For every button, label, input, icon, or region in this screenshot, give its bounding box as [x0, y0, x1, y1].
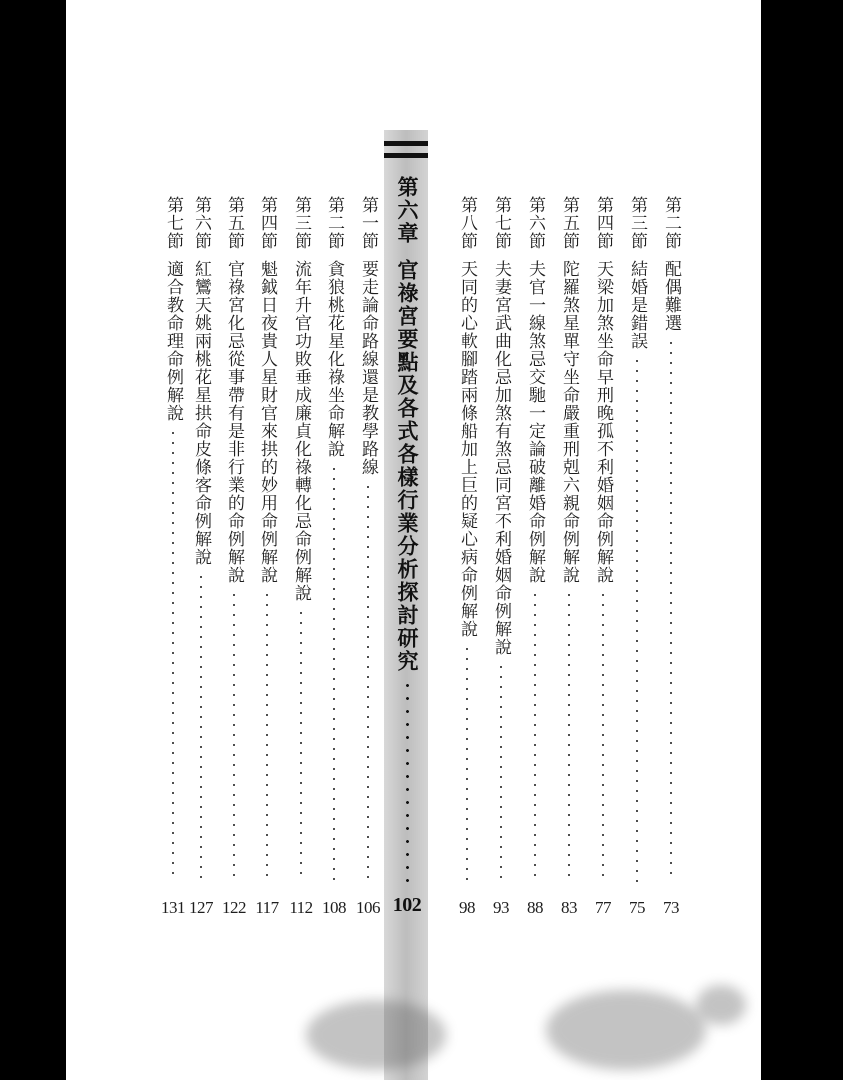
entry-title: 夫官一線煞忌交馳一定論破離婚命例解說: [525, 260, 545, 584]
toc-entry: [162, 196, 184, 882]
entry-section-number: 第七節: [491, 196, 511, 250]
toc-entry: [524, 196, 546, 882]
entry-title: 紅鸞天姚兩桃花星拱命皮條客命例解說: [191, 260, 211, 566]
toc-entry: [456, 196, 478, 882]
entry-page-number: 112: [289, 898, 313, 917]
entry-title: 適合教命理命例解說: [163, 260, 183, 422]
chapter-rule-bottom: [384, 153, 428, 158]
entry-title: 官祿宮化忌從事帶有是非行業的命例解說: [224, 260, 244, 584]
entry-title: 魁鉞日夜貴人星財官來拱的妙用命例解說: [257, 260, 277, 584]
entry-page-number: 117: [255, 898, 279, 917]
scan-smudge: [696, 985, 746, 1025]
toc-entry: [558, 196, 580, 882]
chapter-page-number: 102: [392, 894, 422, 916]
entry-title: 天梁加煞坐命早刑晚孤不利婚姻命例解說: [593, 260, 613, 584]
scan-smudge: [306, 1000, 446, 1070]
leader-dots: [466, 644, 468, 882]
entry-title: 流年升官功敗垂成廉貞化祿轉化忌命例解說: [291, 260, 311, 602]
leader-dots: [670, 338, 672, 882]
leader-dots: [568, 590, 570, 882]
entry-page-number: 83: [561, 898, 577, 917]
toc-entry: [357, 196, 379, 882]
leader-dots: [266, 590, 268, 882]
entry-section-number: 第四節: [257, 196, 277, 250]
entry-section-number: 第五節: [224, 196, 244, 250]
entry-section-number: 第八節: [457, 196, 477, 250]
entry-section-number: 第七節: [163, 196, 183, 250]
toc-entry: [256, 196, 278, 882]
leader-dots: [500, 662, 502, 882]
entry-page-number: 122: [222, 898, 246, 917]
entry-section-number: 第二節: [661, 196, 681, 250]
chapter-heading: [394, 176, 420, 882]
leader-dots: [300, 608, 302, 882]
chapter-title: 官祿宮要點及各式各樣行業分析探討研究: [395, 259, 420, 673]
book-page: [66, 0, 761, 1080]
entry-page-number: 75: [629, 898, 645, 917]
entry-title: 貪狼桃花星化祿坐命解說: [324, 260, 344, 458]
entry-title: 天同的心軟腳踏兩條船加上巨的疑心病命例解說: [457, 260, 477, 638]
leader-dots: [200, 572, 202, 882]
entry-title: 要走論命路線還是教學路線: [358, 260, 378, 476]
leader-dots: [367, 482, 369, 882]
leader-dots: [534, 590, 536, 882]
entry-section-number: 第六節: [191, 196, 211, 250]
entry-title: 陀羅煞星單守坐命嚴重刑剋六親命例解說: [559, 260, 579, 584]
entry-page-number: 88: [527, 898, 543, 917]
toc-entry: [660, 196, 682, 882]
entry-page-number: 131: [161, 898, 185, 917]
toc-entry: [626, 196, 648, 882]
chapter-leader-dots: [406, 679, 409, 882]
leader-dots: [602, 590, 604, 882]
entry-section-number: 第三節: [291, 196, 311, 250]
entry-page-number: 108: [322, 898, 346, 917]
leader-dots: [333, 464, 335, 882]
toc-entry: [323, 196, 345, 882]
entry-page-number: 77: [595, 898, 611, 917]
chapter-number: 第六章: [395, 176, 420, 245]
entry-section-number: 第二節: [324, 196, 344, 250]
toc-entry: [592, 196, 614, 882]
toc-entry: [290, 196, 312, 882]
leader-dots: [172, 428, 174, 882]
toc-entry: [223, 196, 245, 882]
scan-smudge: [546, 990, 706, 1070]
entry-title: 結婚是錯誤: [627, 260, 647, 350]
leader-dots: [233, 590, 235, 882]
leader-dots: [636, 356, 638, 882]
entry-title: 配偶難選: [661, 260, 681, 332]
entry-section-number: 第一節: [358, 196, 378, 250]
chapter-rule-top: [384, 141, 428, 146]
entry-page-number: 98: [459, 898, 475, 917]
entry-page-number: 106: [356, 898, 380, 917]
entry-page-number: 93: [493, 898, 509, 917]
entry-section-number: 第六節: [525, 196, 545, 250]
entry-title: 夫妻宮武曲化忌加煞有煞忌同宮不利婚姻命例解說: [491, 260, 511, 656]
entry-page-number: 73: [663, 898, 679, 917]
toc-entry: [490, 196, 512, 882]
entry-page-number: 127: [189, 898, 213, 917]
entry-section-number: 第三節: [627, 196, 647, 250]
entry-section-number: 第四節: [593, 196, 613, 250]
toc-entry: [190, 196, 212, 882]
entry-section-number: 第五節: [559, 196, 579, 250]
